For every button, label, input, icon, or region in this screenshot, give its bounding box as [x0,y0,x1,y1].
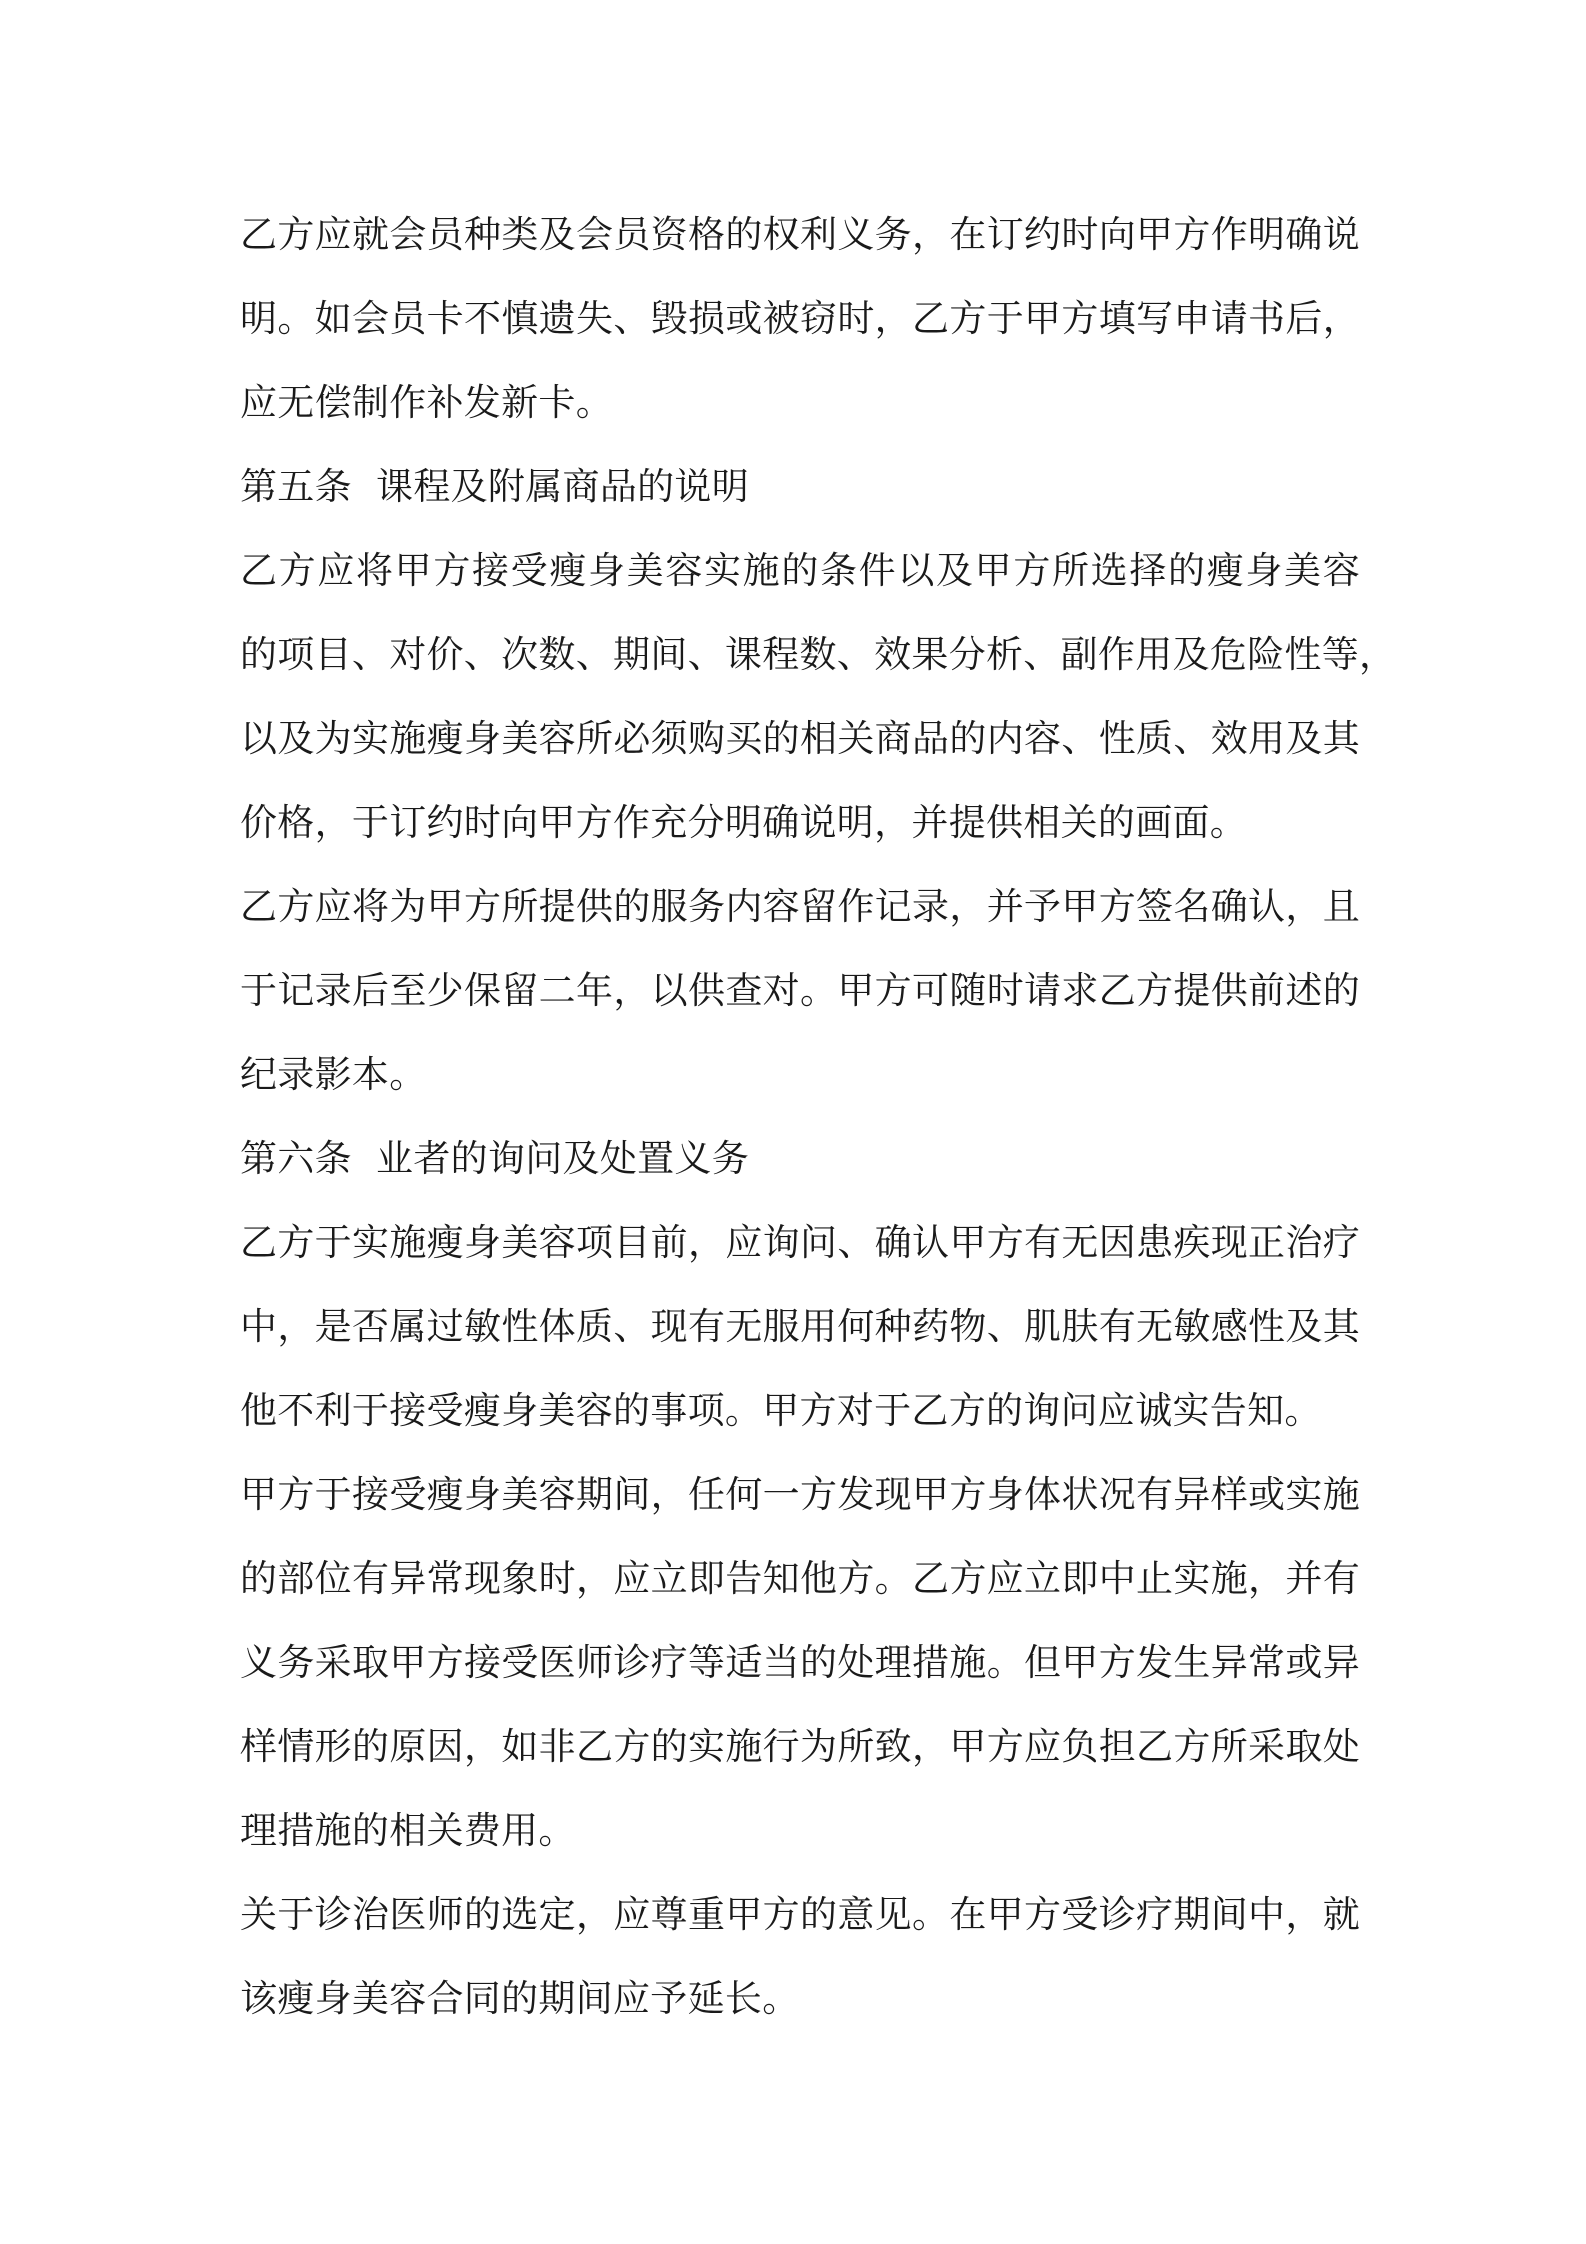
text-line: 关于诊治医师的选定，应尊重甲方的意见。在甲方受诊疗期间中，就 [240,1893,1360,1936]
text-line: 纪录影本。 [240,1053,427,1096]
text-line: 义务采取甲方接受医师诊疗等适当的处理措施。但甲方发生异常或异 [240,1641,1360,1684]
text-line: 乙方应将为甲方所提供的服务内容留作记录，并予甲方签名确认，且 [240,885,1360,928]
text-line: 的项目、对价、次数、期间、课程数、效果分析、副作用及危险性等， [240,633,1397,676]
text-line: 甲方于接受瘦身美容期间，任何一方发现甲方身体状况有异样或实施 [240,1473,1360,1516]
text-line: 乙方于实施瘦身美容项目前，应询问、确认甲方有无因患疾现正治疗 [240,1221,1360,1264]
text-line: 乙方应就会员种类及会员资格的权利义务，在订约时向甲方作明确说 [240,213,1360,256]
text-line: 于记录后至少保留二年，以供查对。甲方可随时请求乙方提供前述的 [240,969,1360,1012]
text-line: 乙方应将甲方接受瘦身美容实施的条件以及甲方所选择的瘦身美容 [240,549,1360,592]
text-line: 样情形的原因，如非乙方的实施行为所致，甲方应负担乙方所采取处 [240,1725,1360,1768]
text-line: 价格，于订约时向甲方作充分明确说明，并提供相关的画面。 [240,801,1248,844]
section-heading: 第五条 课程及附属商品的说明 [240,465,750,508]
section-heading: 第六条 业者的询问及处置义务 [240,1137,750,1180]
text-line: 明。如会员卡不慎遗失、毁损或被窃时，乙方于甲方填写申请书后， [240,297,1360,340]
text-line: 理措施的相关费用。 [240,1809,576,1852]
text-line: 该瘦身美容合同的期间应予延长。 [240,1977,800,2020]
text-line: 中，是否属过敏性体质、现有无服用何种药物、肌肤有无敏感性及其 [240,1305,1360,1348]
text-line: 的部位有异常现象时，应立即告知他方。乙方应立即中止实施，并有 [240,1557,1360,1600]
text-line: 他不利于接受瘦身美容的事项。甲方对于乙方的询问应诚实告知。 [240,1389,1322,1432]
text-line: 应无偿制作补发新卡。 [240,381,613,424]
document-body [240,193,1397,2041]
text-line: 以及为实施瘦身美容所必须购买的相关商品的内容、性质、效用及其 [240,717,1360,760]
